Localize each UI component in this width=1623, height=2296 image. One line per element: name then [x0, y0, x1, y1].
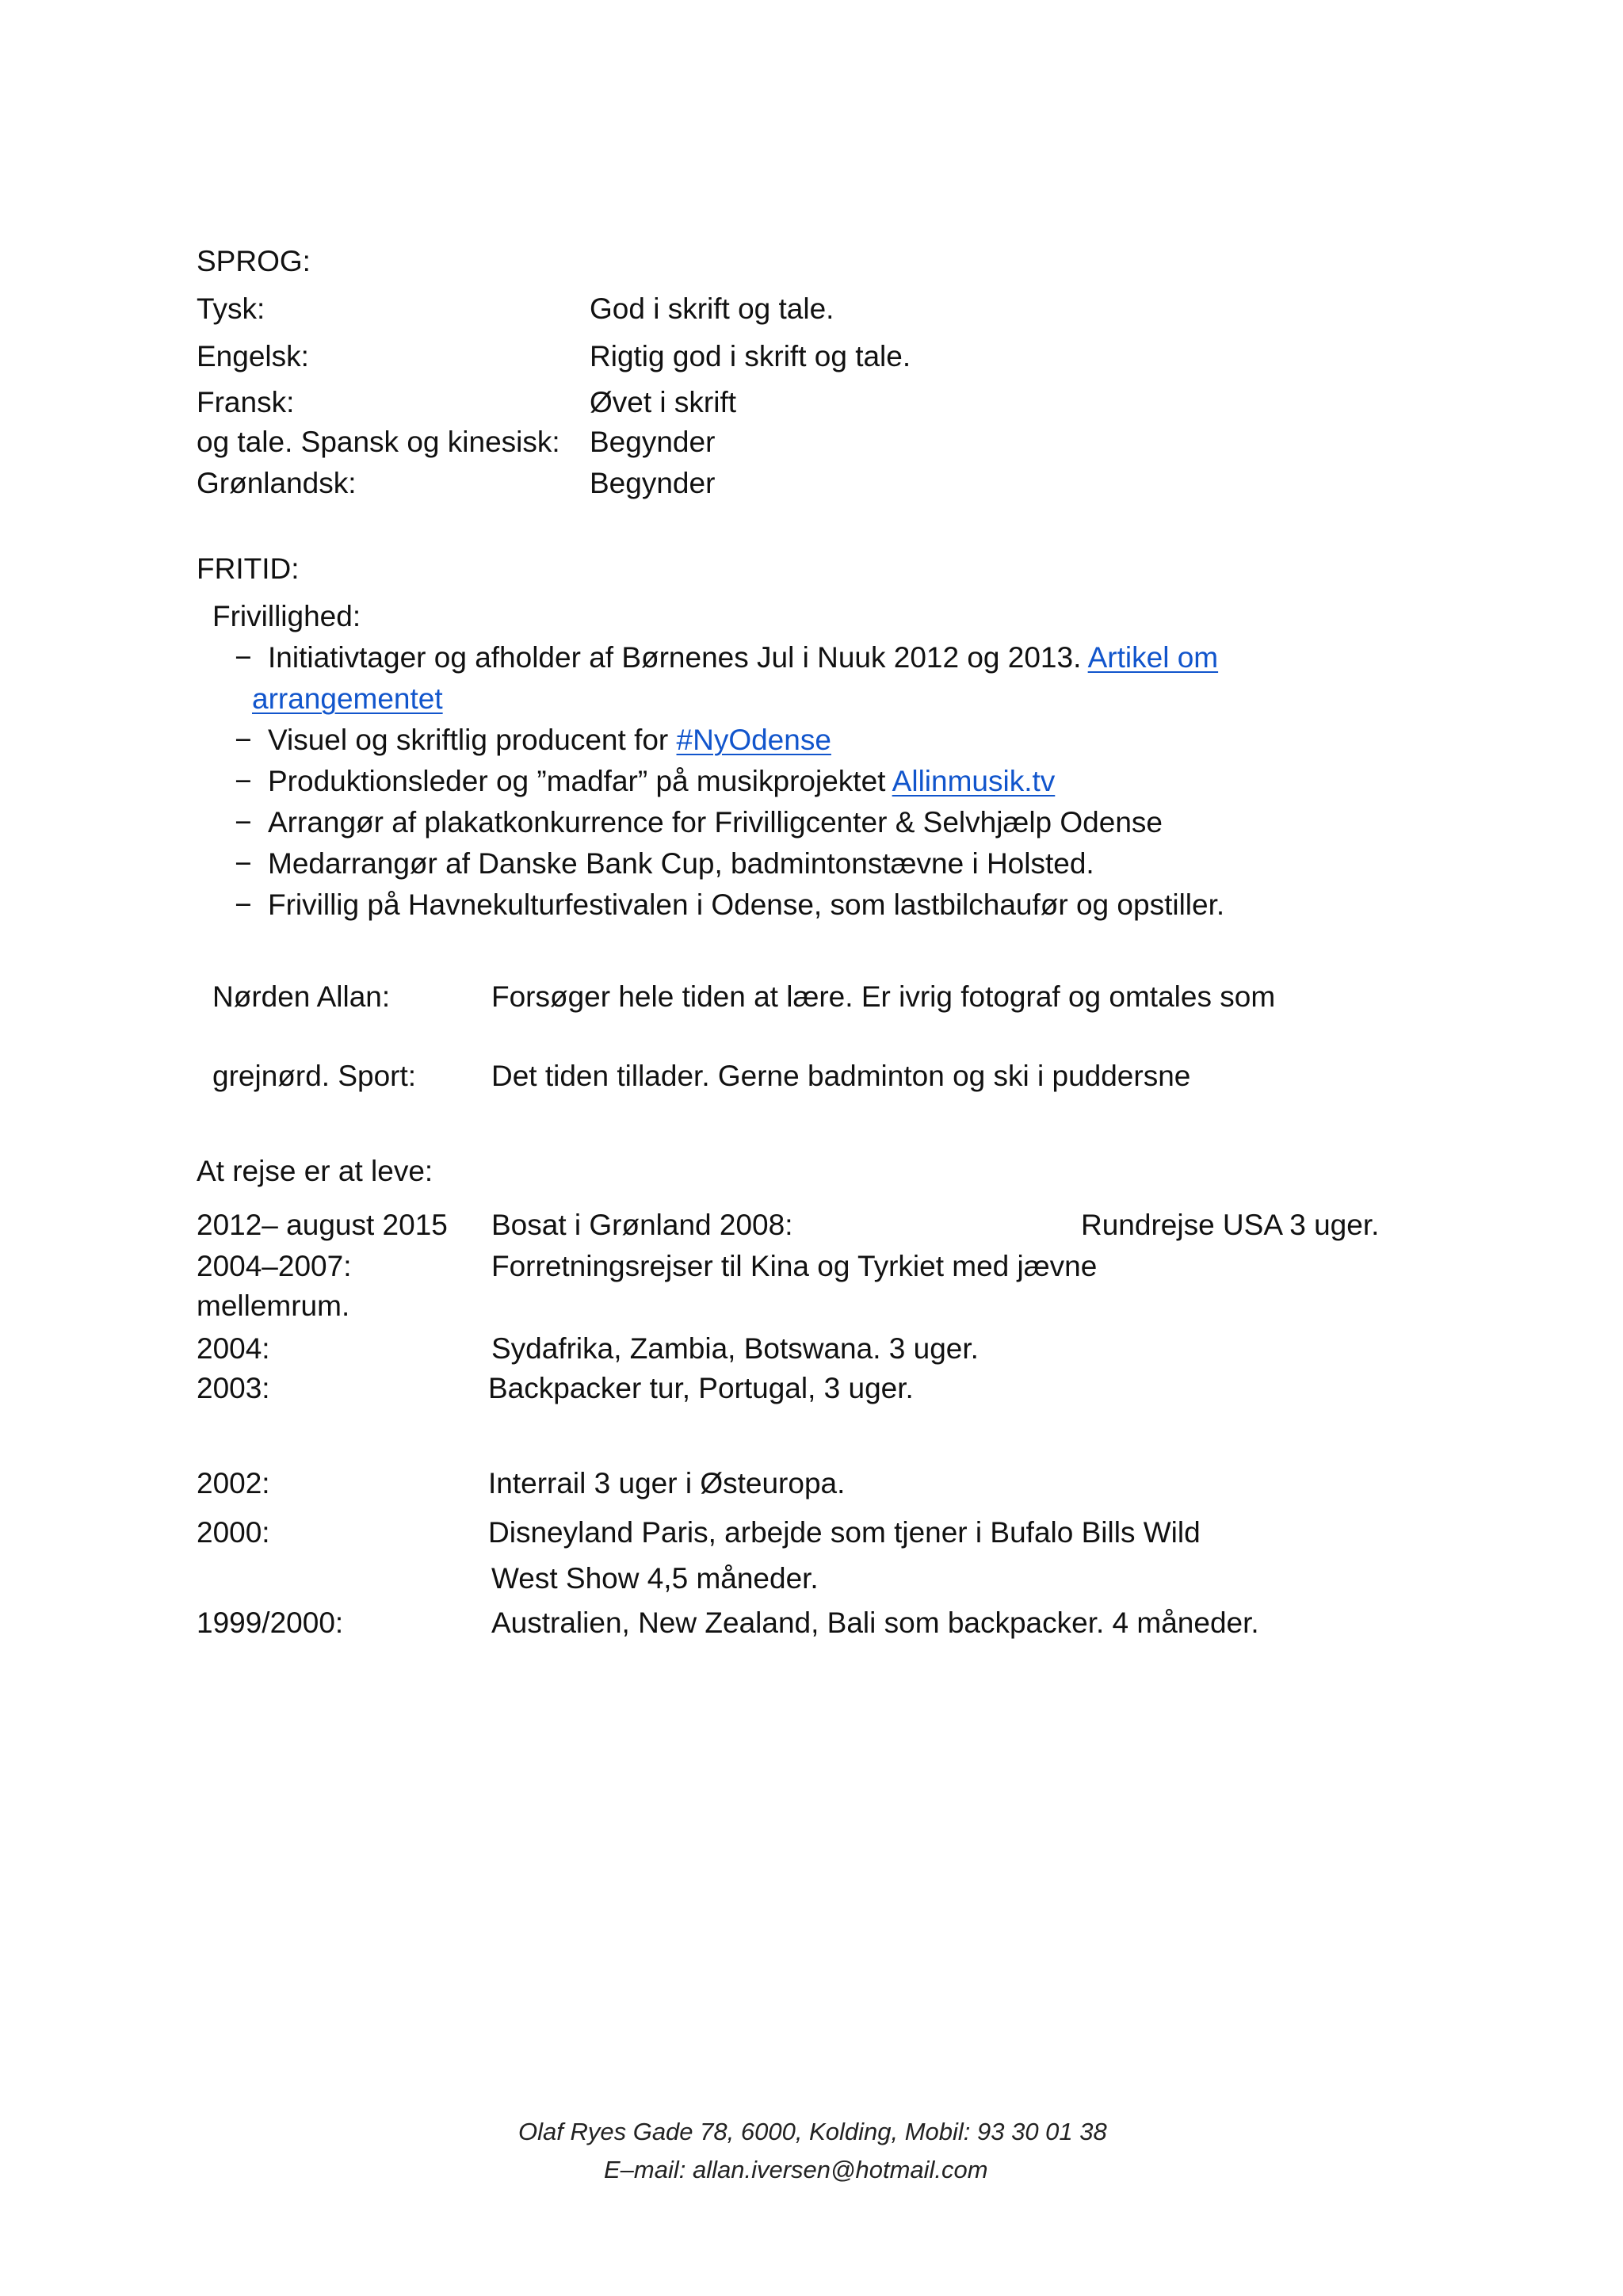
- nyodense-link[interactable]: #NyOdense: [676, 724, 831, 756]
- travel-description: Bosat i Grønland 2008:: [491, 1209, 793, 1241]
- travel-description: Backpacker tur, Portugal, 3 uger.: [488, 1372, 914, 1404]
- bullet-dash: −: [235, 847, 252, 880]
- list-item: [268, 723, 831, 758]
- article-link-text[interactable]: arrangementet: [252, 682, 443, 715]
- language-level: God i skrift og tale.: [590, 292, 834, 325]
- interest-label: Nørden Allan:: [212, 980, 391, 1013]
- bullet-dash: −: [235, 806, 252, 839]
- travel-description: Forretningsrejser til Kina og Tyrkiet med jævne: [491, 1250, 1098, 1282]
- language-label: Fransk:: [197, 386, 295, 418]
- list-item: [268, 640, 1218, 675]
- list-item-text: Frivillig på Havnekulturfestivalen i Odense, som lastbilchaufør og opstiller.: [268, 888, 1225, 921]
- interest-text: Det tiden tillader. Gerne badminton og ski i puddersne: [491, 1060, 1191, 1092]
- list-item-text: Arrangør af plakatkonkurrence for Frivilligcenter & Selvhjælp Odense: [268, 806, 1163, 839]
- sprog-heading: SPROG:: [197, 245, 311, 277]
- article-link[interactable]: Artikel om: [1087, 641, 1219, 674]
- travel-year: 2003:: [197, 1372, 270, 1404]
- list-item-text: Medarrangør af Danske Bank Cup, badmintonstævne i Holsted.: [268, 847, 1094, 880]
- travel-year: 2004:: [197, 1332, 270, 1365]
- bullet-dash: −: [235, 888, 252, 921]
- travel-year: 2004–2007:: [197, 1250, 352, 1282]
- list-item-text: Initiativtager og afholder af Børnenes Jul i Nuuk 2012 og 2013.: [268, 641, 1082, 674]
- bullet-dash: −: [235, 724, 252, 756]
- travel-year: 1999/2000:: [197, 1606, 344, 1639]
- list-item: [268, 764, 1055, 799]
- article-link-continued[interactable]: [252, 682, 443, 716]
- rejser-heading: At rejse er at leve:: [197, 1155, 433, 1187]
- travel-description: Sydafrika, Zambia, Botswana. 3 uger.: [491, 1332, 979, 1365]
- list-item-text: Visuel og skriftlig producent for: [268, 724, 669, 756]
- list-item-text: Produktionsleder og ”madfar” på musikprojektet: [268, 765, 886, 797]
- language-label: Engelsk:: [197, 340, 309, 372]
- language-level: Øvet i skrift: [590, 386, 737, 418]
- footer-address: Olaf Ryes Gade 78, 6000, Kolding, Mobil: 93 30 01 38: [518, 2118, 1107, 2145]
- travel-year-continued: mellemrum.: [197, 1289, 350, 1322]
- fritid-heading: FRITID:: [197, 552, 300, 585]
- footer-email: E–mail: allan.iversen@hotmail.com: [604, 2156, 988, 2183]
- bullet-dash: −: [235, 765, 252, 797]
- frivillighed-subheading: Frivillighed:: [212, 600, 361, 632]
- language-label: Tysk:: [197, 292, 265, 325]
- bullet-dash: −: [235, 641, 252, 674]
- travel-description: Australien, New Zealand, Bali som backpacker. 4 måneder.: [491, 1606, 1259, 1639]
- language-label: Grønlandsk:: [197, 467, 357, 499]
- language-label: og tale. Spansk og kinesisk:: [197, 426, 560, 458]
- interest-text: Forsøger hele tiden at lære. Er ivrig fotograf og omtales som: [491, 980, 1276, 1013]
- allinmusik-link[interactable]: Allinmusik.tv: [892, 765, 1056, 797]
- travel-extra: Rundrejse USA 3 uger.: [1081, 1209, 1380, 1241]
- language-level: Begynder: [590, 467, 716, 499]
- travel-description: Disneyland Paris, arbejde som tjener i Bufalo Bills Wild: [488, 1516, 1201, 1549]
- travel-description-continued: West Show 4,5 måneder.: [491, 1562, 819, 1595]
- travel-year: 2012– august 2015: [197, 1209, 448, 1241]
- travel-description: Interrail 3 uger i Østeuropa.: [488, 1467, 846, 1499]
- language-level: Rigtig god i skrift og tale.: [590, 340, 911, 372]
- interest-label: grejnørd. Sport:: [212, 1060, 417, 1092]
- travel-year: 2002:: [197, 1467, 270, 1499]
- travel-year: 2000:: [197, 1516, 270, 1549]
- language-level: Begynder: [590, 426, 716, 458]
